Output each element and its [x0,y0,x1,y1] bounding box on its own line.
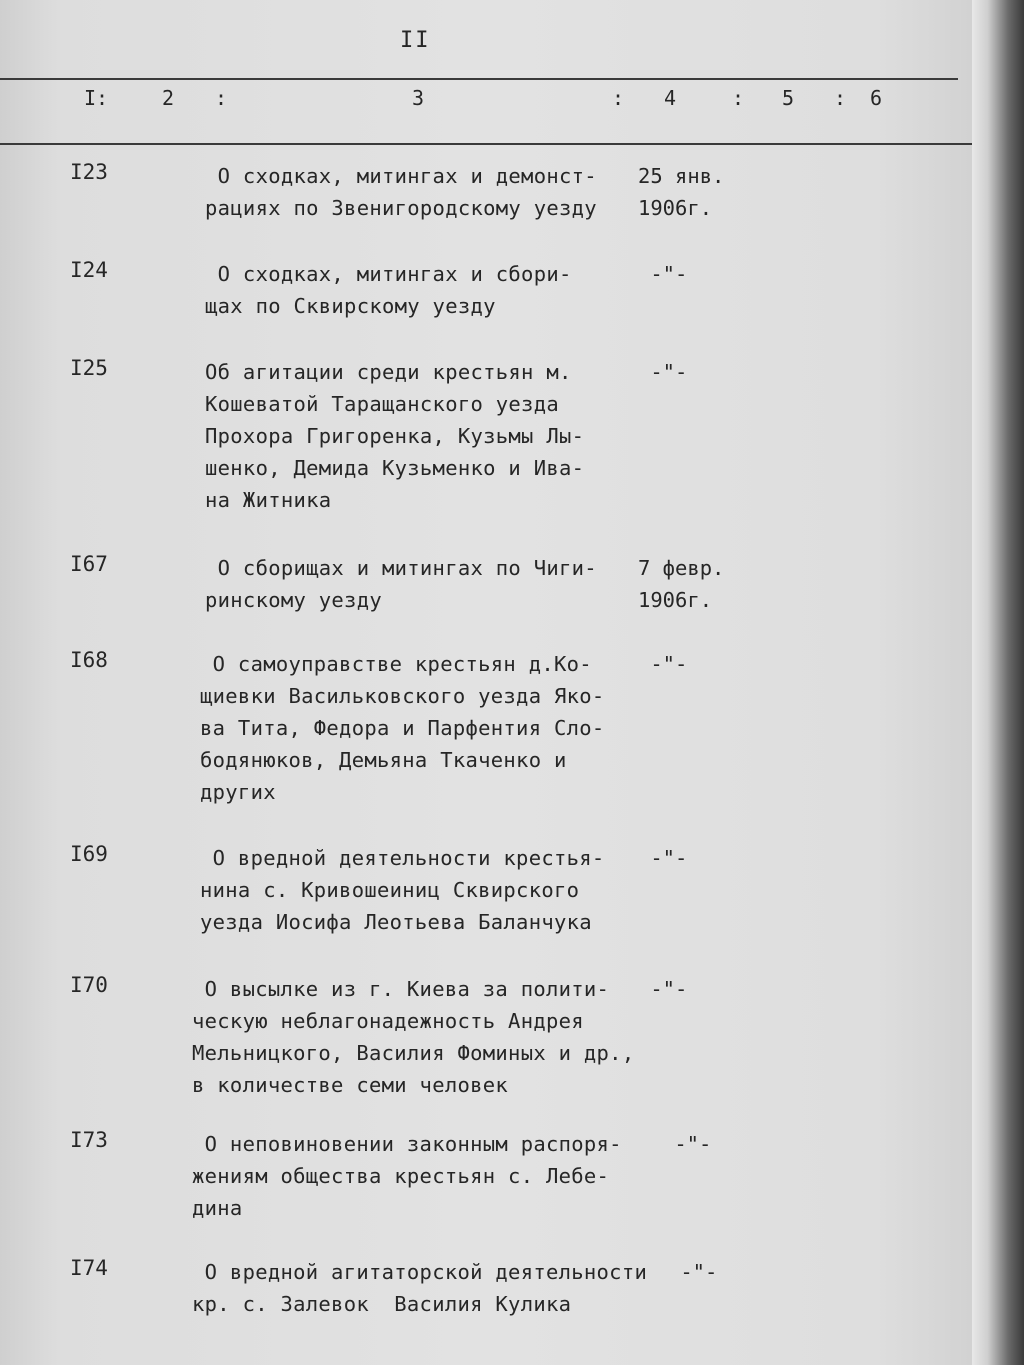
header-sep2: : [612,86,625,110]
header-sep1: : [215,86,228,110]
record-date: -"- [638,360,688,384]
record-title: Об агитации среди крестьян м. Кошеватой Таращанского уезда Прохора Григоренка, Кузьмы Лы- шенко, Демида Кузьменко и Ива- на Житника [205,360,585,512]
record-number: I69 [70,842,108,866]
record-title: О вредной агитаторской деятельности кр. с. Залевок Василия Кулика [192,1260,648,1316]
record-date: -"- [638,262,688,286]
record-number: I25 [70,356,108,380]
record-number: I68 [70,648,108,672]
header-sep3: : [732,86,745,110]
record-title: О сходках, митингах и демонст- рациях по Звенигородскому уезду [205,164,597,220]
record-title: О неповиновении законным распоря- жениям общества крестьян с. Лебе- дина [192,1132,622,1220]
header-sep4: : [834,86,847,110]
record-date: -"- [638,652,688,676]
header-col1: I: [84,86,109,110]
header-col4: 4 [664,86,677,110]
header-col2: 2 [162,86,175,110]
record-date: -"- [668,1260,718,1284]
record-number: I67 [70,552,108,576]
record-number: I24 [70,258,108,282]
record-title: О сборищах и митингах по Чиги- ринскому уезду [205,556,597,612]
record-title: О вредной деятельности крестья- нина с. Кривошеиниц Сквирского уезда Иосифа Леотьева Баланчука [200,846,605,934]
header-top-rule [0,78,958,80]
record-date: 25 янв. 1906г. [638,164,725,220]
page-edge-shadow [972,0,1024,1365]
record-title: О самоуправстве крестьян д.Ко- щиевки Васильковского уезда Яко- ва Тита, Федора и Парфентия Сло- бодянюков, Демьяна Ткаченко и других [200,652,605,804]
record-date: -"- [638,846,688,870]
record-number: I23 [70,160,108,184]
page-number: II [400,28,431,53]
record-number: I74 [70,1256,108,1280]
record-title: О высылке из г. Киева за полити- ческую неблагонадежность Андрея Мельницкого, Василия Фоминых и др., в количестве семи человек [192,977,635,1097]
record-date: -"- [662,1132,712,1156]
header-bottom-rule [0,143,972,145]
header-col5: 5 [782,86,795,110]
record-date: 7 февр. 1906г. [638,556,725,612]
record-date: -"- [638,977,688,1001]
record-title: О сходках, митингах и сбори- щах по Сквирскому уезду [205,262,572,318]
record-number: I70 [70,973,108,997]
header-col6: 6 [870,86,883,110]
header-col3: 3 [412,86,425,110]
record-number: I73 [70,1128,108,1152]
